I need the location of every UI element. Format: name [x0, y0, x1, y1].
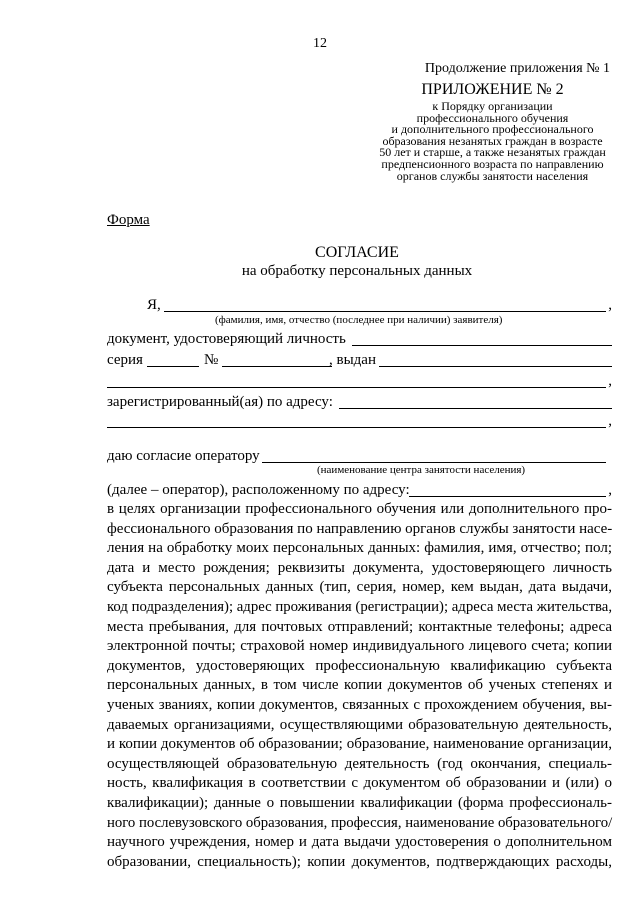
form-label: Форма — [107, 212, 150, 228]
comma: , — [608, 297, 612, 313]
document-label: документ, удостоверяющий личность — [107, 331, 346, 347]
body-line: квалификации); данные о повышении квалификации (форма профессиональ- — [107, 794, 612, 811]
comma: , — [608, 373, 612, 389]
body-line: ученых званиях, копии документов, связанных с прохождением обучения, вы- — [107, 696, 612, 713]
appendix-subtitle — [360, 101, 625, 182]
consent-label: даю согласие оператору — [107, 448, 260, 464]
issued-label: , выдан — [329, 352, 376, 368]
series-label: серия — [107, 352, 143, 368]
operator-address-field[interactable] — [409, 496, 606, 497]
operator-address-label: (далее – оператор), расположенному по адресу: — [107, 482, 410, 498]
identity-document-field[interactable] — [352, 345, 612, 346]
appendix-title: ПРИЛОЖЕНИЕ № 2 — [421, 81, 564, 98]
series-number-row — [107, 351, 612, 369]
appendix-line: предпенсионного возраста по направлению — [381, 156, 604, 171]
body-line: образовании, специальность); копии документов, подтверждающих расходы, — [107, 853, 612, 870]
identity-document-row — [107, 330, 612, 348]
applicant-name-caption: (фамилия, имя, отчество (последнее при наличии) заявителя) — [215, 314, 503, 326]
body-line: дата и место рождения; реквизиты документа, удостоверяющего личность — [107, 559, 612, 576]
registered-label: зарегистрированный(ая) по адресу: — [107, 394, 333, 410]
issued-by-continuation-field[interactable] — [107, 387, 606, 388]
registered-address-field[interactable] — [339, 408, 612, 409]
applicant-name-field[interactable] — [164, 311, 606, 312]
comma: , — [608, 413, 612, 429]
body-line: в целях организации профессионального обучения или дополнительного про- — [107, 501, 612, 517]
registered-address-continuation-row — [107, 412, 612, 430]
body-line: документов, удостоверяющих профессиональную квалификацию субъекта — [107, 657, 612, 674]
body-line: код подразделения); адрес проживания (регистрации); адреса места жительства, — [107, 598, 613, 615]
body-line: персональных данных, в том числе копии документов об ученых степенях и — [107, 677, 612, 694]
body-line: и копии документов об образовании; образование, наименование организации, — [107, 736, 612, 753]
registered-address-continuation-field[interactable] — [107, 427, 606, 428]
body-line: даваемых организациями, осуществляющими образовательную деятельность, — [107, 716, 612, 733]
body-line: осуществляющей образовательную деятельность (год окончания, специаль- — [107, 755, 612, 772]
number-field[interactable] — [222, 366, 332, 367]
operator-row — [107, 447, 612, 465]
comma: , — [608, 482, 612, 498]
issued-by-continuation-row — [107, 372, 612, 390]
operator-name-caption: (наименование центра занятости населения) — [317, 464, 526, 476]
body-line: научного учреждения, номер и дата выдачи удостоверения о дополнительном — [107, 834, 612, 851]
issued-by-field[interactable] — [379, 366, 612, 367]
i-label: Я, — [147, 297, 161, 313]
body-line: места пребывания, для почтовых отправлений; контактные телефоны; адреса — [107, 618, 612, 635]
appendix-line: образования незанятых граждан в возрасте — [382, 133, 603, 148]
consent-body-paragraph — [107, 500, 612, 872]
operator-name-field[interactable] — [262, 462, 606, 463]
appendix-line: к Порядку организации — [432, 99, 553, 113]
registered-address-row — [107, 393, 612, 411]
page-number: 12 — [313, 36, 327, 51]
series-field[interactable] — [147, 366, 199, 367]
appendix-line: 50 лет и старше, а также незанятых граждан — [379, 145, 606, 160]
body-line: фессионального образования по направлению органов службы занятости насе- — [107, 520, 613, 537]
operator-address-row — [107, 481, 612, 499]
document-subtitle: на обработку персональных данных — [241, 263, 473, 279]
body-line: ления на обработку моих персональных данных: фамилия, имя, отчество; пол; — [107, 540, 612, 557]
document-title: СОГЛАСИЕ — [315, 244, 399, 261]
body-line: электронной почты; страховой номер индивидуального лицевого счета; копии — [107, 638, 612, 655]
body-line: ного послевузовского образования, профессия, наименование образовательного/ — [107, 814, 613, 831]
appendix-line: профессионального обучения — [416, 110, 569, 125]
body-line: субъекта персональных данных (тип, серия, номер, кем выдан, дата выдачи, — [107, 579, 612, 596]
appendix-line: и дополнительного профессионального — [391, 122, 594, 137]
body-line: ность, квалификация в соответствии с документом об образовании и (или) о — [107, 775, 612, 792]
continuation-note: Продолжение приложения № 1 — [424, 61, 610, 76]
appendix-line: органов службы занятости населения — [396, 168, 589, 183]
number-label: № — [204, 352, 219, 368]
applicant-name-row — [107, 296, 612, 314]
